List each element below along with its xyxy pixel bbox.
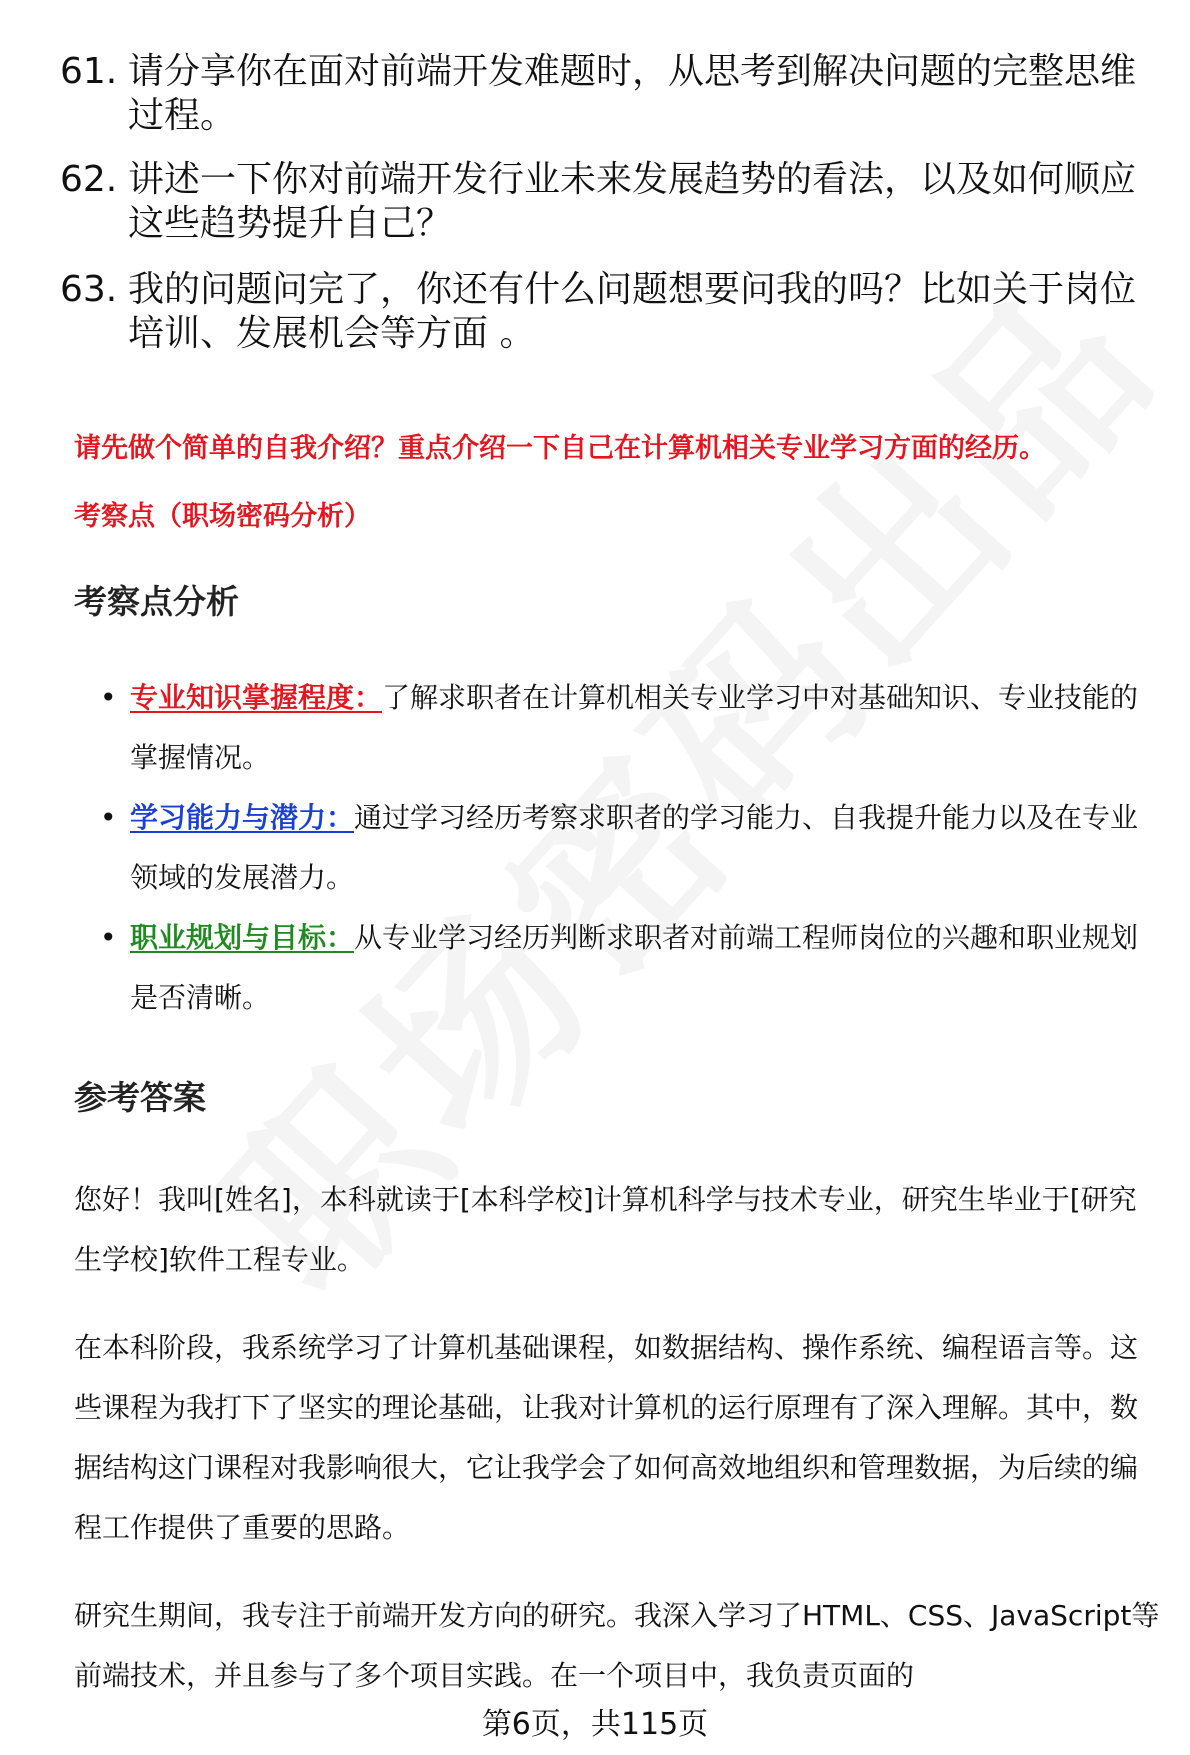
list-item	[100, 788, 1160, 908]
analysis-heading: 考察点分析	[74, 582, 239, 621]
question-text: 讲述一下你对前端开发行业未来发展趋势的看法，以及如何顺应这些趋势提升自己？	[128, 159, 1137, 244]
question-number: 62.	[60, 159, 118, 200]
page-footer: 第6页，共115页	[481, 1707, 709, 1742]
analysis-desc: 从专业学习经历判断求职者对前端工程师岗位的兴趣和职业规划是否清晰。	[130, 921, 1139, 1014]
question-number: 63.	[60, 269, 118, 310]
list-item	[100, 908, 1160, 1028]
bullet-icon: •	[100, 681, 117, 714]
answer-paragraph: 您好！我叫[姓名]，本科就读于[本科学校]计算机科学与技术专业，研究生毕业于[研究生学校]软件工程专业。	[74, 1183, 1137, 1276]
analysis-term: 职业规划与目标：	[130, 921, 355, 954]
analysis-term: 学习能力与潜力：	[130, 801, 355, 834]
bullet-icon: •	[100, 921, 117, 954]
answer-paragraph: 在本科阶段，我系统学习了计算机基础课程，如数据结构、操作系统、编程语言等。这些课程为我打下了坚实的理论基础，让我对计算机的运行原理有了深入理解。其中，数据结构这门课程对我影响很大，它让我学会了如何高效地组织和管理数据，为后续的编程工作提供了重要的思路。	[74, 1331, 1139, 1544]
question-number: 61.	[60, 51, 118, 92]
analysis-term: 专业知识掌握程度：	[130, 681, 383, 714]
analysis-list	[100, 668, 1160, 1028]
question-text: 我的问题问完了，你还有什么问题想要问我的吗？比如关于岗位培训、发展机会等方面 。	[128, 269, 1137, 354]
analysis-desc: 了解求职者在计算机相关专业学习中对基础知识、专业技能的掌握情况。	[130, 681, 1139, 774]
analysis-desc: 通过学习经历考察求职者的学习能力、自我提升能力以及在专业领域的发展潜力。	[130, 801, 1139, 894]
list-item	[100, 668, 1160, 788]
section-label: 考察点（职场密码分析）	[74, 501, 371, 532]
question-text: 请分享你在面对前端开发难题时，从思考到解决问题的完整思维过程。	[128, 51, 1137, 136]
highlight-question: 请先做个简单的自我介绍？重点介绍一下自己在计算机相关专业学习方面的经历。	[74, 433, 1046, 464]
bullet-icon: •	[100, 801, 117, 834]
answer-heading: 参考答案	[74, 1078, 206, 1117]
answer-paragraph: 研究生期间，我专注于前端开发方向的研究。我深入学习了HTML、CSS、JavaScript等前端技术，并且参与了多个项目实践。在一个项目中，我负责页面的	[74, 1599, 1160, 1692]
